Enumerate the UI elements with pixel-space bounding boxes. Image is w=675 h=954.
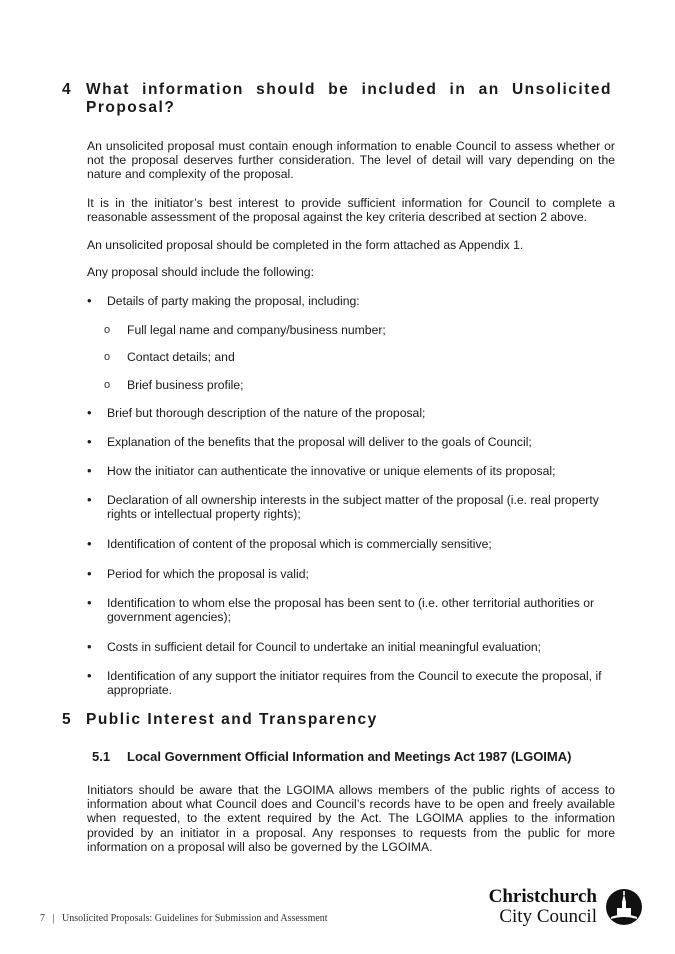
list-item-text: Declaration of all ownership interests in the subject matter of the proposal (i.e. real property rights or intellectual property rights); <box>107 493 599 522</box>
list-item <box>87 640 615 654</box>
section-5-heading <box>62 711 612 729</box>
section-4-number: 4 <box>62 81 71 98</box>
list-item <box>87 435 615 449</box>
section-5-number: 5 <box>62 711 71 728</box>
circle-bullet-icon: o <box>104 324 111 336</box>
list-item <box>87 596 615 624</box>
bullet-icon: • <box>87 434 92 449</box>
bullet-icon: • <box>87 668 92 683</box>
section-4-title: What information should be included in an Unsolicited Proposal? <box>86 81 612 116</box>
bullet-icon: • <box>87 536 92 551</box>
list-item-text: Identification of any support the initiator requires from the Council to execute the proposal, if appropriate. <box>107 669 602 698</box>
list-item <box>87 493 615 521</box>
logo-line-1: Christchurch <box>488 886 597 907</box>
sub-list-item-text: Brief business profile; <box>127 378 244 392</box>
footer-document-title: Unsolicited Proposals: Guidelines for Submission and Assessment <box>62 913 328 924</box>
sub-list-item-text: Full legal name and company/business number; <box>127 323 386 337</box>
circle-bullet-icon: o <box>104 379 111 391</box>
bullet-icon: • <box>87 405 92 420</box>
list-item-text: Period for which the proposal is valid; <box>107 567 309 581</box>
bullet-icon: • <box>87 566 92 581</box>
sub-list-item <box>104 350 604 364</box>
logo-line-2: City Council <box>499 906 597 927</box>
list-item-text: Costs in sufficient detail for Council to undertake an initial meaningful evaluation; <box>107 640 542 654</box>
list-item <box>87 294 615 308</box>
subsection-title: Local Government Official Information and Meetings Act 1987 (LGOIMA) <box>127 749 572 764</box>
bullet-icon: • <box>87 492 92 507</box>
page-number: 7 <box>40 913 45 924</box>
section-4-heading <box>62 81 612 117</box>
circle-bullet-icon: o <box>104 351 111 363</box>
list-item <box>87 537 615 551</box>
list-item <box>87 567 615 581</box>
list-item <box>87 464 615 478</box>
bullet-icon: • <box>87 595 92 610</box>
list-item-text: How the initiator can authenticate the innovative or unique elements of its proposal; <box>107 464 556 478</box>
section-5-title: Public Interest and Transparency <box>86 711 378 728</box>
paragraph: Initiators should be aware that the LGOIMA allows members of the public rights of access to information about what Council does and Council’s records have to be open and freely available when requested, to the extent required by the Act. The LGOIMA applies to the information provided by an initiator in a proposal. Any responses to requests from the public for more information on a proposal will also be governed by the LGOIMA. <box>87 783 615 854</box>
cathedral-emblem-icon <box>605 888 643 926</box>
sub-list-item <box>104 323 604 337</box>
footer-separator: | <box>52 913 55 924</box>
bullet-icon: • <box>87 463 92 478</box>
paragraph: An unsolicited proposal should be completed in the form attached as Appendix 1. <box>87 238 524 252</box>
paragraph: Any proposal should include the following: <box>87 265 314 279</box>
list-item-text: Identification of content of the proposal which is commercially sensitive; <box>107 537 492 551</box>
council-logo <box>481 886 651 930</box>
list-item-text: Identification to whom else the proposal has been sent to (i.e. other territorial authorities or government agencies); <box>107 596 595 625</box>
list-item-text: Explanation of the benefits that the proposal will deliver to the goals of Council; <box>107 435 532 449</box>
list-item-text: Brief but thorough description of the nature of the proposal; <box>107 406 426 420</box>
sub-list-item <box>104 378 604 392</box>
list-item-text: Details of party making the proposal, including: <box>107 294 360 308</box>
list-item <box>87 406 615 420</box>
subsection-5-1-heading <box>92 749 571 765</box>
paragraph: An unsolicited proposal must contain enough information to enable Council to assess whether or not the proposal deserves further consideration. The level of detail will vary depending on the nature and complexity of the proposal. <box>87 139 615 182</box>
sub-list-item-text: Contact details; and <box>127 350 235 364</box>
list-item <box>87 669 615 697</box>
page-footer <box>40 913 328 924</box>
bullet-icon: • <box>87 639 92 654</box>
bullet-icon: • <box>87 293 92 308</box>
paragraph: It is in the initiator’s best interest to provide sufficient information for Council to complete a reasonable assessment of the proposal against the key criteria described at section 2 above. <box>87 196 615 225</box>
subsection-number: 5.1 <box>92 749 111 764</box>
